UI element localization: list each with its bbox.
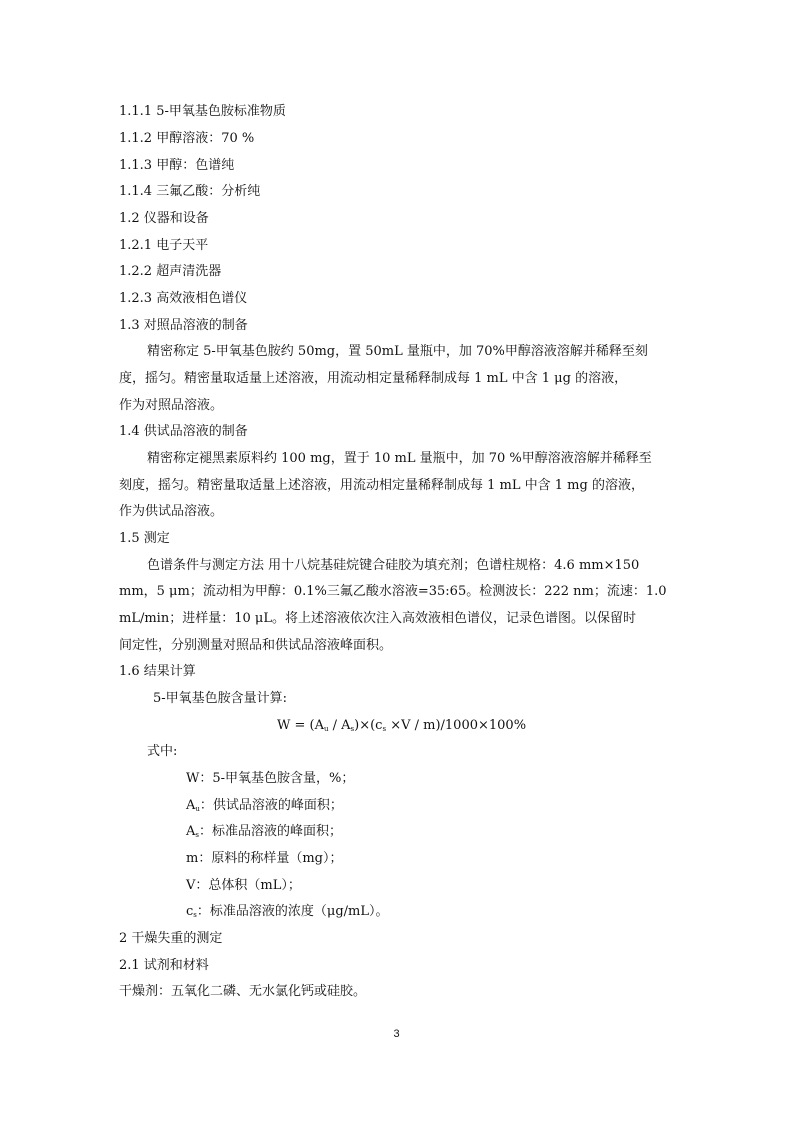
heading-2: 2 干燥失重的测定 — [119, 931, 223, 946]
where-label: 式中: — [147, 744, 178, 759]
heading-1-2-1: 1.2.1 电子天平 — [119, 238, 209, 253]
heading-1-5: 1.5 测定 — [119, 531, 170, 546]
definition-cs: $c_s$：标准品溶液的浓度（μg/mL）。 — [186, 904, 389, 919]
heading-1-6: 1.6 结果计算 — [119, 664, 196, 679]
paragraph-method-line3: mL/min；进样量：10 μL。将上述溶液依次注入高效液相色谱仪，记录色谱图。以保留时 — [119, 611, 636, 626]
definition-w: W：5-甲氧基色胺含量，%； — [186, 771, 355, 786]
page-number: 3 — [393, 1028, 400, 1040]
paragraph-sample-line1: 精密称定褪黑素原料约 100 mg，置于 10 mL 量瓶中，加 70 %甲醇溶液溶解并稀释至 — [147, 451, 652, 466]
heading-2-1: 2.1 试剂和材料 — [119, 958, 209, 973]
heading-1-3: 1.3 对照品溶液的制备 — [119, 318, 248, 333]
heading-1-2-3: 1.2.3 高效液相色谱仪 — [119, 291, 248, 306]
paragraph-reference-line2: 度，摇匀。精密量取适量上述溶液，用流动相定量稀释制成每 1 mL 中含 1 μg 的溶液， — [119, 371, 628, 386]
heading-1-1-2: 1.1.2 甲醇溶液：70 % — [119, 131, 255, 146]
calc-label: 5-甲氧基色胺含量计算: — [153, 691, 288, 706]
heading-1-2: 1.2 仪器和设备 — [119, 211, 209, 226]
paragraph-sample-line3: 作为供试品溶液。 — [119, 504, 224, 519]
paragraph-reference-line1: 精密称定 5-甲氧基色胺约 50mg，置 50mL 量瓶中，加 70%甲醇溶液溶解并稀释至刻 — [147, 344, 648, 359]
paragraph-reference-line3: 作为对照品溶液。 — [119, 398, 224, 413]
paragraph-method-line1: 色谱条件与测定方法 用十八烷基硅烷键合硅胶为填充剂；色谱柱规格：4.6 mm×150 — [147, 558, 640, 573]
desiccant-line: 干燥剂：五氧化二磷、无水氯化钙或硅胶。 — [119, 984, 367, 999]
definition-as: $A_s$：标准品溶液的峰面积； — [186, 824, 342, 839]
heading-1-2-2: 1.2.2 超声清洗器 — [119, 264, 222, 279]
definition-v: V：总体积（mL）； — [186, 878, 301, 893]
paragraph-method-line2: mm，5 μm；流动相为甲醇：0.1%三氟乙酸水溶液=35:65。检测波长：222 nm；流速：1.0 — [119, 584, 667, 599]
heading-1-1-4: 1.1.4 三氟乙酸：分析纯 — [119, 184, 261, 199]
heading-1-1-3: 1.1.3 甲醇：色谱纯 — [119, 158, 235, 173]
paragraph-sample-line2: 刻度，摇匀。精密量取适量上述溶液，用流动相定量稀释制成每 1 mL 中含 1 mg 的溶液， — [119, 478, 644, 493]
paragraph-method-line4: 间定性，分别测量对照品和供试品溶液峰面积。 — [119, 638, 393, 653]
heading-1-4: 1.4 供试品溶液的制备 — [119, 424, 248, 439]
definition-au: $A_u$：供试品溶液的峰面积； — [186, 798, 343, 813]
definition-m: m：原料的称样量（mg）； — [186, 851, 343, 866]
heading-1-1-1: 1.1.1 5-甲氧基色胺标准物质 — [119, 104, 286, 119]
formula: $W = (A_u / A_s)\times(c_s \times V / m)/1000\times 100\%$ — [277, 718, 527, 733]
